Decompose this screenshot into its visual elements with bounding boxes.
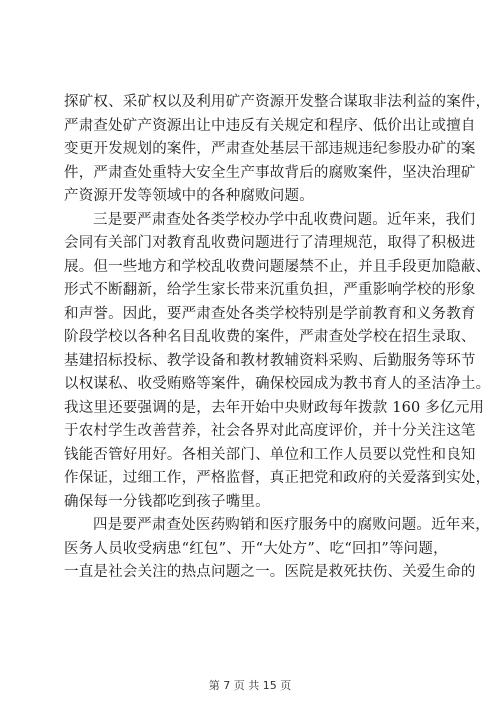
text-line: 钱能否管好用好。各相关部门、单位和工作人员要以党性和良知 [64, 446, 476, 463]
text-line: 探矿权、采矿权以及利用矿产资源开发整合谋取非法利益的案件， [64, 94, 491, 110]
text-line: 确保每一分钱都吃到孩子嘴里。 [64, 493, 270, 510]
text-line: 产资源开发等领域中的各种腐败问题。 [64, 188, 314, 204]
text-line: 三是要严肃查处各类学校办学中乱收费问题。近年来，我们 [93, 211, 476, 228]
text-line: 以权谋私、收受贿赂等案件，确保校园成为教书育人的圣洁净土。 [64, 376, 491, 392]
document-body [64, 91, 491, 585]
text-line: 变更开发规划的案件，严肃查处基层干部违规违纪参股办矿的案 [64, 141, 476, 157]
text-line: 我这里还要强调的是，去年开始中央财政每年拨款 160 多亿元用 [64, 399, 485, 416]
text-line: 四是要严肃查处医药购销和医疗服务中的腐败问题。近年来， [93, 517, 490, 533]
text-line: 和声誉。因此，要严肃查处各类学校特别是学前教育和义务教育 [64, 305, 476, 322]
text-line: 基建招标投标、教学设备和教材教辅资料采购、后勤服务等环节 [64, 352, 476, 369]
text-line: 形式不断翻新，给学生家长带来沉重负担，严重影响学校的形象 [64, 282, 476, 298]
text-line: 作保证，过细工作，严格监督，真正把党和政府的关爱落到实处， [64, 470, 491, 486]
page-number-footer: 第 7 页 共 15 页 [208, 679, 292, 692]
text-line: 严肃查处矿产资源出让中违反有关规定和程序、低价出让或擅自 [64, 117, 476, 134]
text-line: 一直是社会关注的热点问题之一。医院是救死扶伤、关爱生命的 [64, 564, 476, 580]
text-line: 会同有关部门对教育乱收费问题进行了清理规范，取得了积极进 [64, 235, 476, 251]
text-line: 于农村学生改善营养，社会各界对此高度评价，并十分关注这笔 [64, 423, 476, 439]
text-line: 医务人员收受病患“红包”、开“大处方”、吃“回扣”等问题， [64, 540, 448, 557]
text-line: 展。但一些地方和学校乱收费问题屡禁不止，并且手段更加隐蔽、 [64, 258, 491, 275]
text-line: 件，严肃查处重特大安全生产事故背后的腐败案件，坚决治理矿 [64, 164, 476, 181]
text-line: 阶段学校以各种名目乱收费的案件，严肃查处学校在招生录取、 [64, 329, 476, 345]
